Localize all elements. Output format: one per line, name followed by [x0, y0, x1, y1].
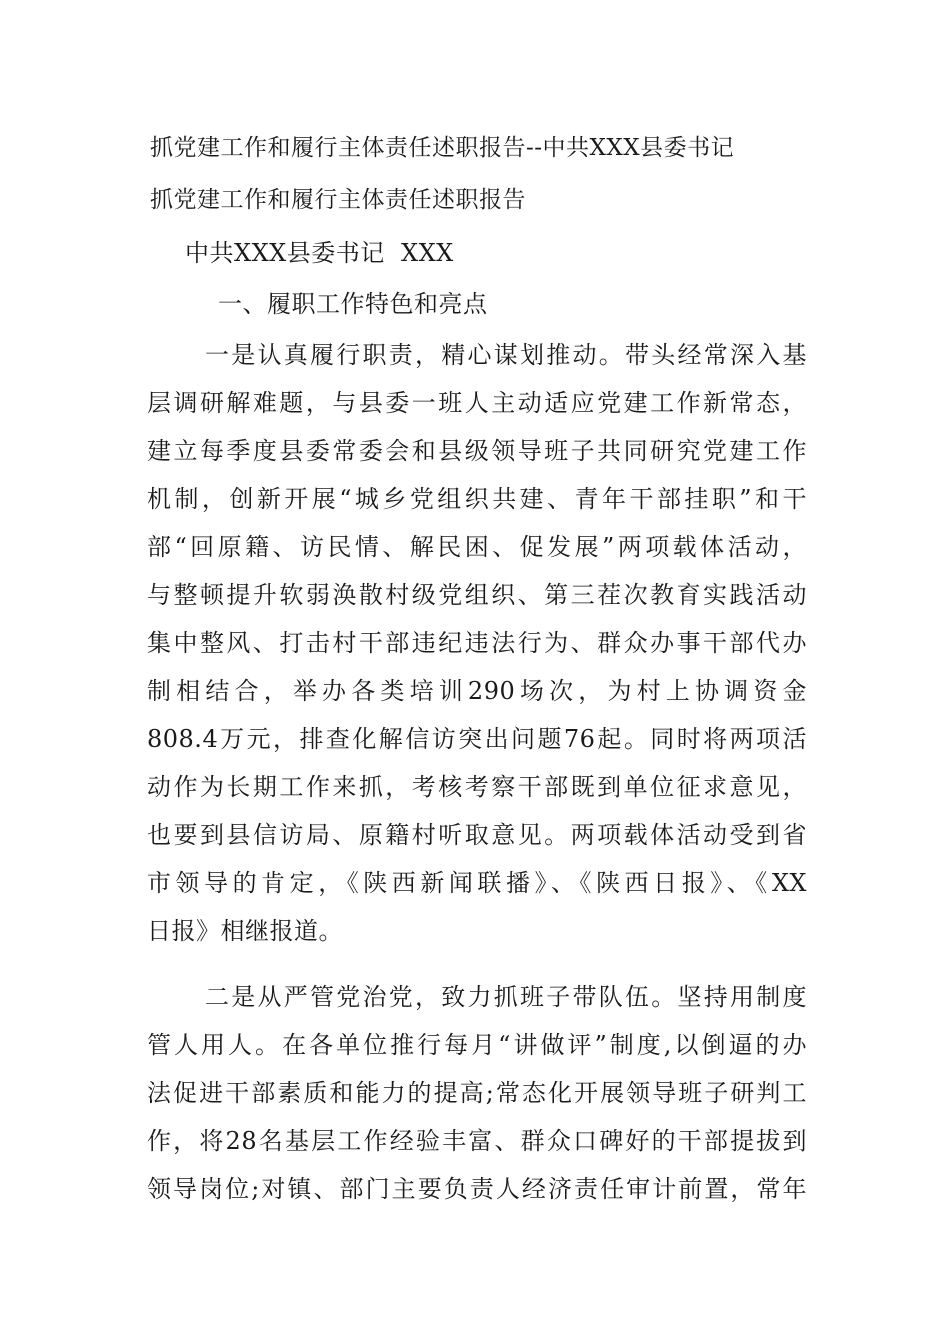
paragraph-line: 作，将28名基层工作经验丰富、群众口碑好的干部提拔到	[147, 1127, 807, 1155]
document-subtitle: 抓党建工作和履行主体责任述职报告	[150, 187, 526, 213]
paragraph-line: 二是从严管党治党，致力抓班子带队伍。坚持用制度	[205, 983, 807, 1011]
paragraph-line: 管人用人。在各单位推行每月“讲做评”制度,以倒逼的办	[147, 1031, 807, 1059]
paragraph-line: 市领导的肯定，《陕西新闻联播》、《陕西日报》、《XX	[147, 869, 807, 897]
paragraph-line: 机制，创新开展“城乡党组织共建、青年干部挂职”和干	[147, 485, 807, 513]
paragraph-line: 与整顿提升软弱涣散村级党组织、第三茬次教育实践活动	[147, 581, 807, 609]
paragraph-line: 制相结合，举办各类培训290场次，为村上协调资金	[147, 677, 807, 705]
paragraph-line: 也要到县信访局、原籍村听取意见。两项载体活动受到省	[147, 821, 807, 849]
paragraph-line: 建立每季度县委常委会和县级领导班子共同研究党建工作	[147, 437, 807, 465]
paragraph-line: 808.4万元，排查化解信访突出问题76起。同时将两项活	[147, 725, 807, 753]
document-title-line: 抓党建工作和履行主体责任述职报告--中共XXX县委书记	[150, 135, 735, 161]
paragraph-line: 部“回原籍、访民情、解民困、促发展”两项载体活动，	[147, 533, 807, 561]
paragraph-line: 日报》相继报道。	[147, 917, 343, 945]
paragraph-line: 法促进干部素质和能力的提高;常态化开展领导班子研判工	[147, 1079, 807, 1107]
paragraph-line: 动作为长期工作来抓，考核考察干部既到单位征求意见，	[147, 773, 807, 801]
document-author: 中共XXX县委书记 XXX	[185, 239, 454, 267]
paragraph-line: 集中整风、打击村干部违纪违法行为、群众办事干部代办	[147, 629, 807, 657]
section-heading: 一、履职工作特色和亮点	[218, 290, 488, 318]
paragraph-line: 层调研解难题，与县委一班人主动适应党建工作新常态，	[147, 389, 807, 417]
paragraph-line: 一是认真履行职责，精心谋划推动。带头经常深入基	[205, 341, 807, 369]
paragraph-line: 领导岗位;对镇、部门主要负责人经济责任审计前置，常年	[147, 1175, 807, 1203]
